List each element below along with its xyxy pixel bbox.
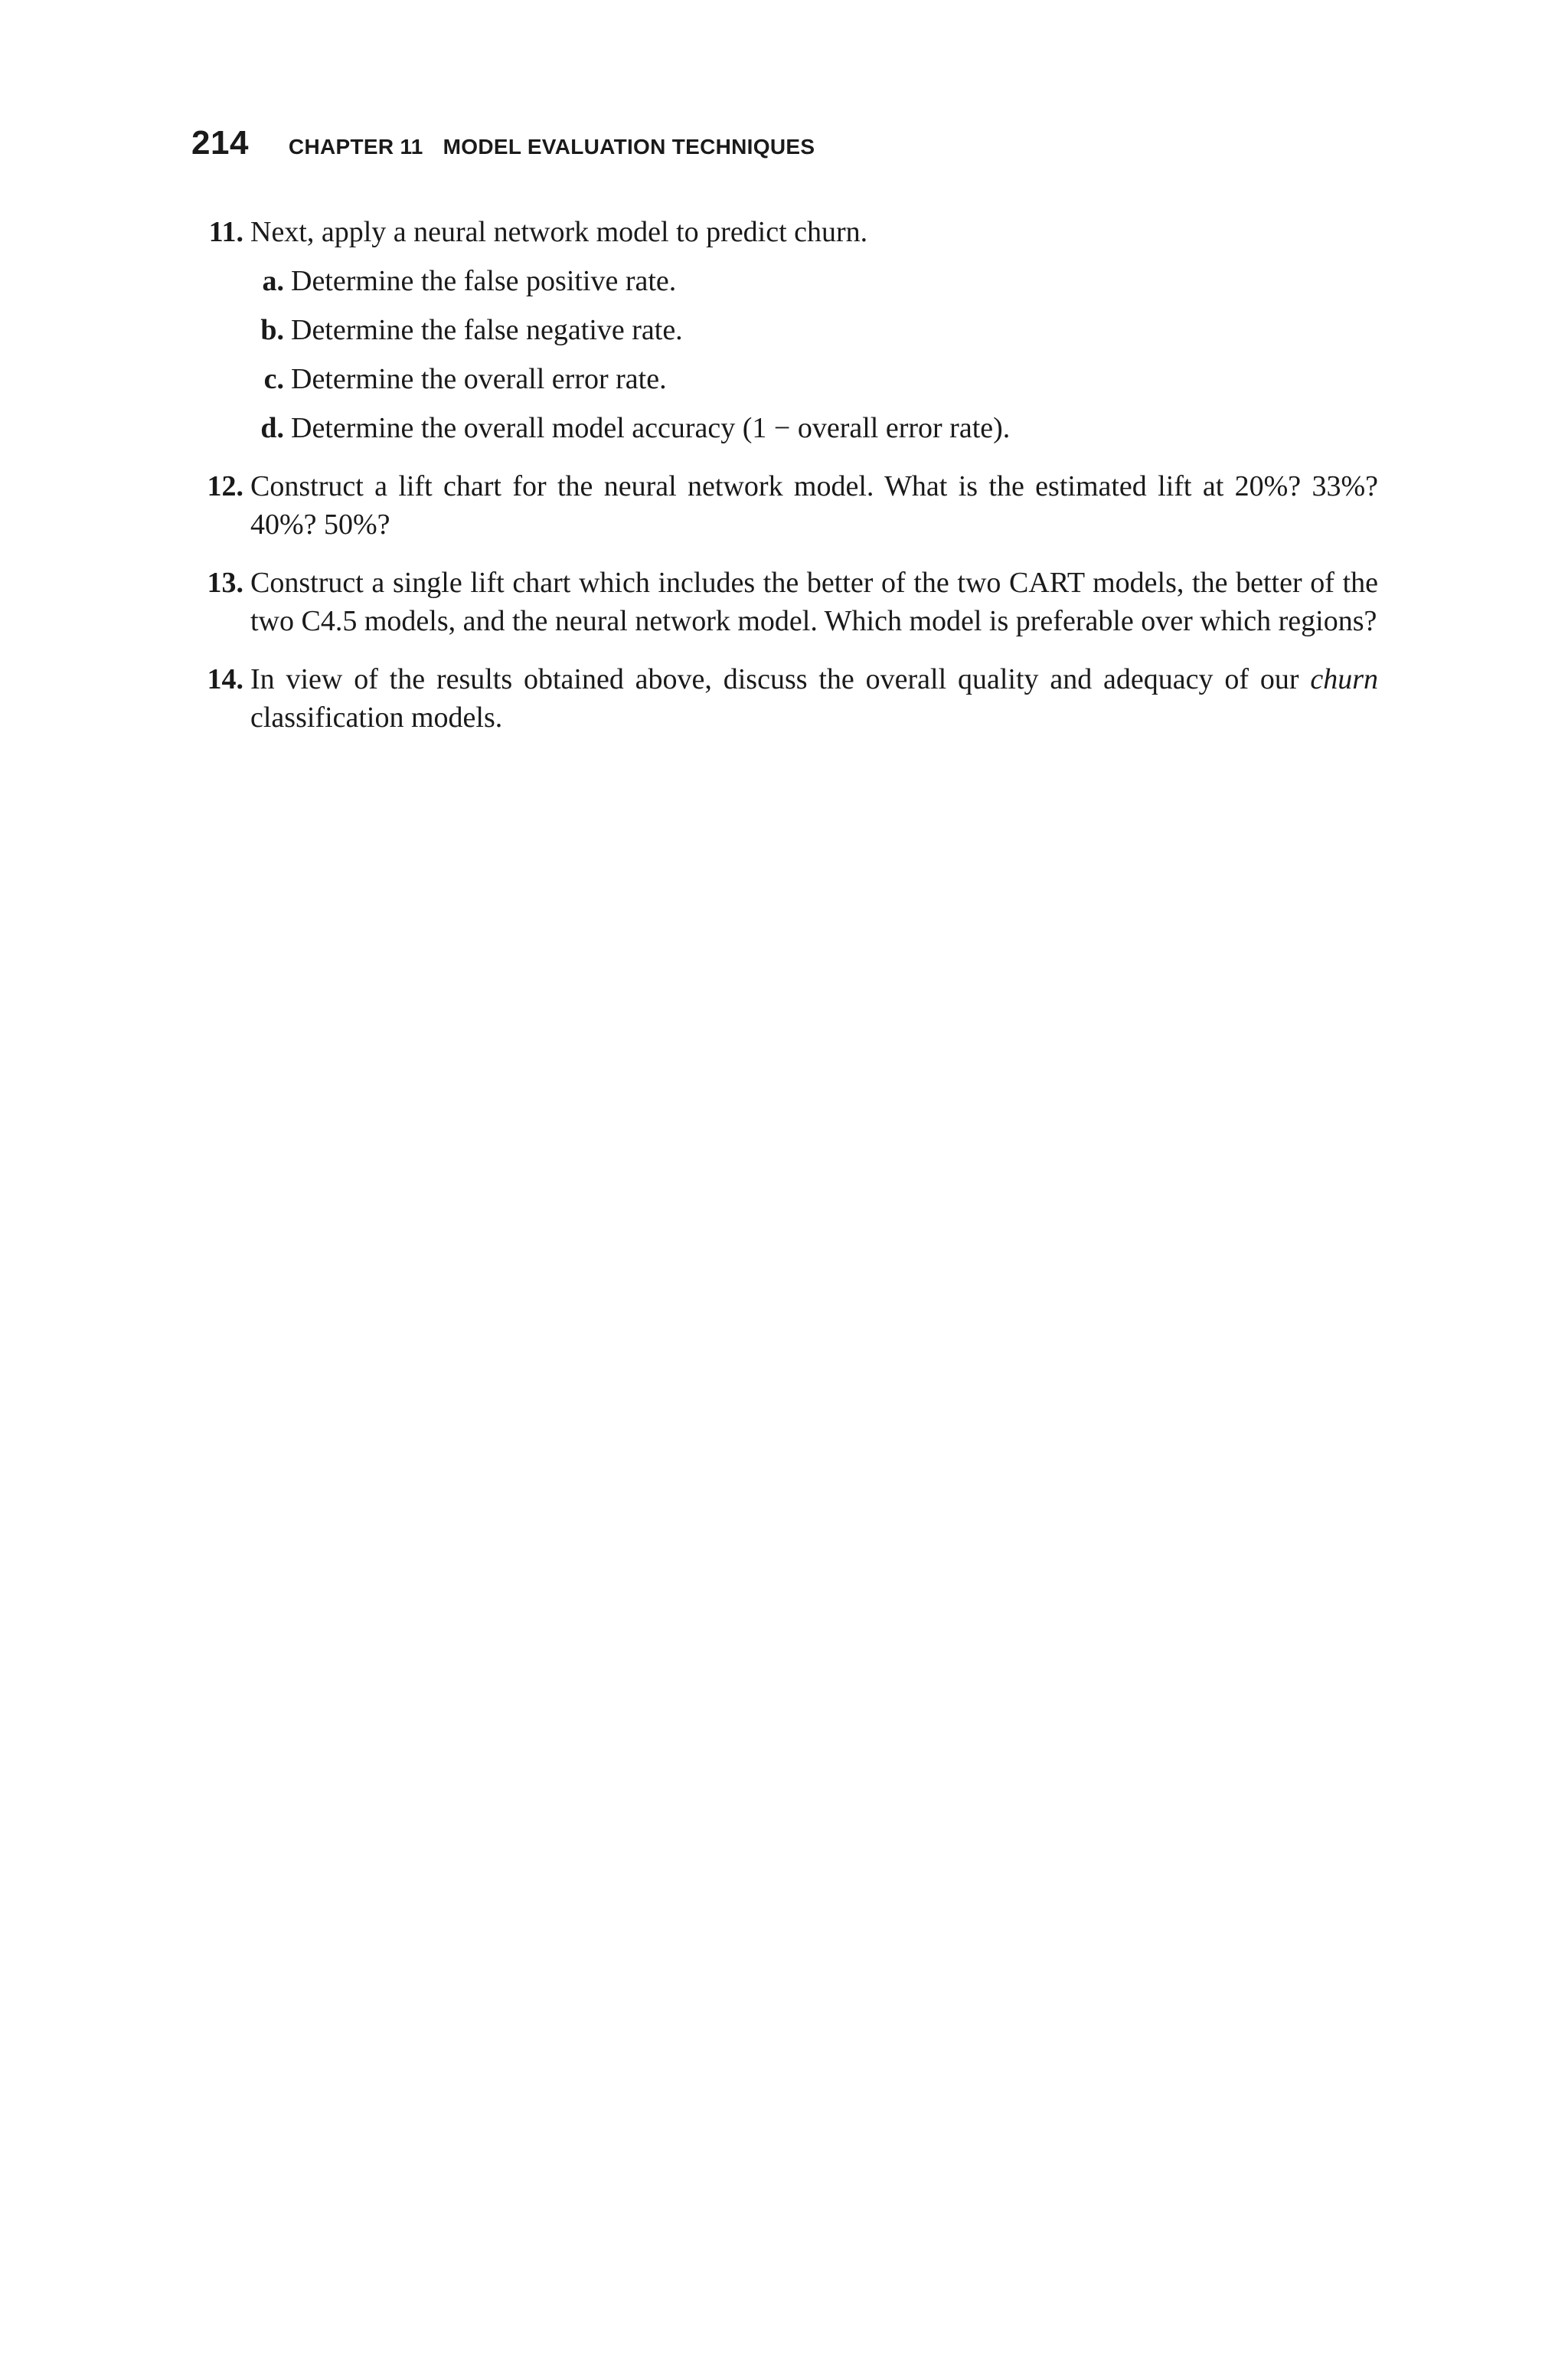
subitem-c [250, 360, 1378, 398]
subitem-label: c. [263, 363, 284, 395]
subitem-text: Determine the false positive rate. [291, 265, 677, 297]
subitem-label: d. [260, 412, 284, 444]
subitem-a [250, 262, 1378, 300]
exercise-text: Construct a single lift chart which includes the better of the two CART models, the better of the two C4.5 models, and the neural network model. Which model is preferable over which regions? [250, 567, 1378, 637]
exercise-text-emphasis: churn [1310, 663, 1378, 695]
exercise-text: Next, apply a neural network model to predict churn. [250, 216, 868, 248]
exercise-list [191, 213, 1378, 757]
subitem-label: a. [262, 265, 284, 297]
subitem-text: Determine the false negative rate. [291, 314, 683, 346]
running-head [191, 124, 815, 170]
subitem-d [250, 409, 1378, 447]
subitem-b [250, 311, 1378, 349]
exercise-number: 11. [208, 216, 243, 248]
exercise-text: Construct a lift chart for the neural network model. What is the estimated lift at 20%? 33%? 40%? 50%? [250, 470, 1378, 541]
subitem-text: Determine the overall error rate. [291, 363, 667, 395]
exercise-14 [191, 660, 1378, 737]
page-number: 214 [191, 124, 249, 162]
exercise-number: 12. [207, 470, 243, 502]
chapter-title: MODEL EVALUATION TECHNIQUES [443, 135, 815, 159]
subitem-label: b. [260, 314, 284, 346]
chapter-label: CHAPTER 11 [288, 135, 423, 159]
exercise-13 [191, 564, 1378, 640]
exercise-number: 13. [207, 567, 243, 599]
exercise-text-start: In view of the results obtained above, discuss the overall quality and adequacy of our [250, 663, 1311, 695]
exercise-number: 14. [207, 663, 243, 695]
exercise-11 [191, 213, 1378, 447]
subitem-text: Determine the overall model accuracy (1 − overall error rate). [291, 412, 1011, 444]
exercise-12 [191, 467, 1378, 544]
exercise-sublist [250, 262, 1378, 447]
exercise-text-end: classification models. [250, 702, 503, 734]
